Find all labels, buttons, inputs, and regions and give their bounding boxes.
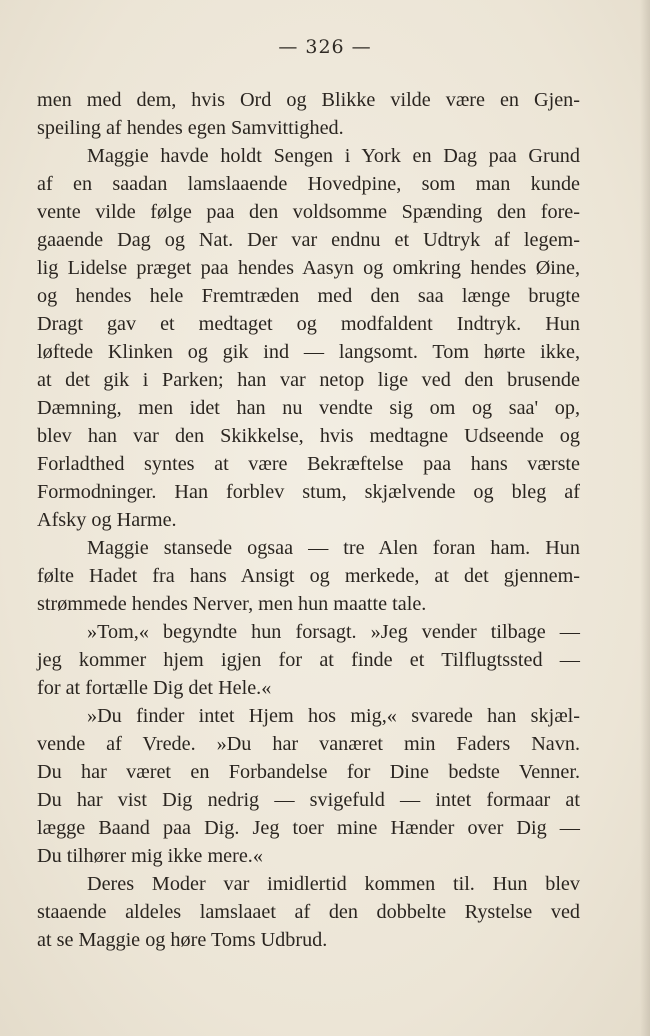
text-line: at se Maggie og høre Toms Udbrud. [37,929,328,951]
text-line: og hendes hele Fremtræden med den saa længe brugte [37,285,580,307]
text-line: Deres Moder var imidlertid kommen til. Hun blev [87,873,580,895]
page-edge-shadow [640,0,650,1036]
text-line: »Du finder intet Hjem hos mig,« svarede han skjæl- [87,705,580,727]
text-line: men med dem, hvis Ord og Blikke vilde være en Gjen- [37,89,580,111]
body-text [37,86,580,954]
text-line: Forladthed syntes at være Bekræftelse paa hans værste [37,453,580,475]
text-line: lægge Baand paa Dig. Jeg toer mine Hænder over Dig — [37,817,580,839]
text-line: speiling af hendes egen Samvittighed. [37,117,344,139]
text-line: blev han var den Skikkelse, hvis medtagne Udseende og [37,425,580,447]
text-line: for at fortælle Dig det Hele.« [37,677,272,699]
paragraph-6 [37,870,580,954]
text-line: Du tilhører mig ikke mere.« [37,845,263,867]
text-line: jeg kommer hjem igjen for at finde et Tilflugtssted — [37,649,580,671]
text-line: vente vilde følge paa den voldsomme Spænding den fore- [37,201,580,223]
page-number-header: — 326 — [278,36,372,58]
text-line: gaaende Dag og Nat. Der var endnu et Udtryk af legem- [37,229,580,251]
text-line: følte Hadet fra hans Ansigt og merkede, at det gjennem- [37,565,580,587]
text-line: Dæmning, men idet han nu vendte sig om og saa' op, [37,397,580,419]
text-line: Du har været en Forbandelse for Dine bedste Venner. [37,761,580,783]
text-line: Du har vist Dig nedrig — svigefuld — intet formaar at [37,789,580,811]
text-line: staaende aldeles lamslaaet af den dobbelte Rystelse ved [37,901,580,923]
text-line: vende af Vrede. »Du har vanæret min Faders Navn. [37,733,580,755]
paragraph-4 [37,618,580,702]
text-line: lig Lidelse præget paa hendes Aasyn og omkring hendes Øine, [37,257,580,279]
paragraph-1 [37,86,580,142]
paragraph-2 [37,142,580,534]
text-line: strømmede hendes Nerver, men hun maatte tale. [37,593,427,615]
text-line: løftede Klinken og gik ind — langsomt. Tom hørte ikke, [37,341,580,363]
text-line: at det gik i Parken; han var netop lige ved den brusende [37,369,580,391]
text-line: Afsky og Harme. [37,509,177,531]
text-line: »Tom,« begyndte hun forsagt. »Jeg vender tilbage — [87,621,580,643]
paragraph-3 [37,534,580,618]
text-line: Maggie stansede ogsaa — tre Alen foran ham. Hun [87,537,580,559]
text-line: Maggie havde holdt Sengen i York en Dag paa Grund [87,145,580,167]
text-line: af en saadan lamslaaende Hovedpine, som man kunde [37,173,580,195]
text-line: Dragt gav et medtaget og modfaldent Indtryk. Hun [37,313,580,335]
text-line: Formodninger. Han forblev stum, skjælvende og bleg af [37,481,580,503]
paragraph-5 [37,702,580,870]
